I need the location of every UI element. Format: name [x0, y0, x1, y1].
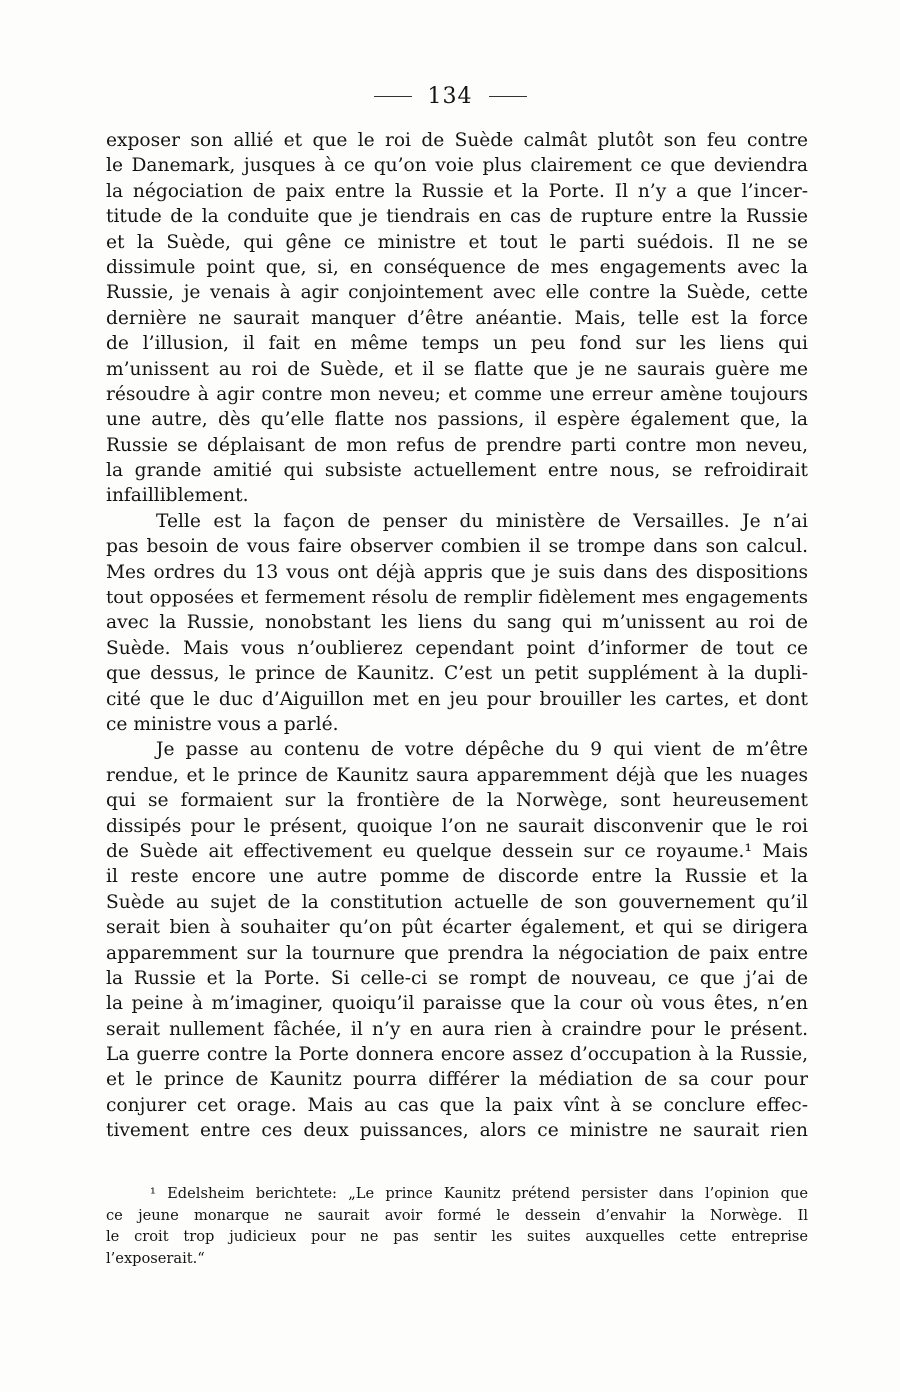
- text-line: la Russie et la Porte. Si celle-ci se rompt de nouveau, ce que j’ai de: [106, 967, 808, 989]
- text-line: une autre, dès qu’elle flatte nos passions, il espère également que, la: [106, 409, 808, 431]
- header-rule-right: [489, 96, 527, 97]
- text-line: apparemment sur la tournure que prendra la négociation de paix entre: [106, 942, 808, 964]
- text-line: la grande amitié qui subsiste actuellement entre nous, se refroidirait: [106, 460, 808, 482]
- text-line: la négociation de paix entre la Russie et la Porte. Il n’y a que l’incer-: [106, 180, 808, 202]
- text-line: Suède au sujet de la constitution actuelle de son gouvernement qu’il: [106, 891, 808, 913]
- text-line: Russie, je venais à agir conjointement avec elle contre la Suède, cette: [106, 282, 808, 304]
- text-line: tout opposées et fermement résolu de remplir fidèlement mes engagements: [106, 587, 808, 609]
- text-line: dissipés pour le présent, quoique l’on ne saurait disconvenir que le roi: [106, 815, 808, 837]
- text-line: de l’illusion, il fait en même temps un peu fond sur les liens qui: [106, 333, 808, 355]
- text-line: serait nullement fâchée, il n’y en aura rien à craindre pour le présent.: [106, 1018, 808, 1040]
- text-line: avec la Russie, nonobstant les liens du sang qui m’unissent au roi de: [106, 612, 808, 634]
- footnote-line: l’exposerait.“: [106, 1249, 205, 1267]
- text-line: conjurer cet orage. Mais au cas que la paix vînt à se conclure effec-: [106, 1094, 808, 1116]
- text-line: que dessus, le prince de Kaunitz. C’est un petit supplément à la dupli-: [106, 663, 808, 685]
- text-line: infailliblement.: [106, 485, 249, 507]
- text-line: Suède. Mais vous n’oublierez cependant point d’informer de tout ce: [106, 637, 808, 659]
- text-line: résoudre à agir contre mon neveu; et comme une erreur amène toujours: [106, 383, 808, 405]
- text-line: et la Suède, qui gêne ce ministre et tout le parti suédois. Il ne se: [106, 231, 808, 253]
- text-line: qui se formaient sur la frontière de la Norwège, sont heureusement: [106, 790, 808, 812]
- text-line: Je passe au contenu de votre dépêche du 9 qui vient de m’être: [156, 739, 808, 761]
- text-line: dissimule point que, si, en conséquence de mes engagements avec la: [106, 256, 808, 278]
- text-line: cité que le duc d’Aiguillon met en jeu pour brouiller les cartes, et dont: [106, 688, 808, 710]
- text-line: pas besoin de vous faire observer combien il se trompe dans son calcul.: [106, 536, 808, 558]
- footnote: [106, 1183, 808, 1269]
- page-number: 134: [427, 84, 473, 109]
- text-line: Mes ordres du 13 vous ont déjà appris que je suis dans des dispositions: [106, 561, 808, 583]
- text-line: ce ministre vous a parlé.: [106, 713, 339, 735]
- main-text: [106, 128, 808, 1144]
- text-line: La guerre contre la Porte donnera encore assez d’occupation à la Russie,: [106, 1044, 808, 1066]
- footnote-line: ¹ Edelsheim berichtete: „Le prince Kaunitz prétend persister dans l’opinion que: [150, 1185, 808, 1202]
- text-line: de Suède ait effectivement eu quelque dessein sur ce royaume.¹ Mais: [106, 840, 808, 862]
- text-line: Russie se déplaisant de mon refus de prendre parti contre mon neveu,: [106, 434, 808, 456]
- text-line: tivement entre ces deux puissances, alors ce ministre ne saurait rien: [106, 1120, 808, 1142]
- text-line: serait bien à souhaiter qu’on pût écarter également, et qui se dirigera: [106, 917, 808, 939]
- text-line: il reste encore une autre pomme de discorde entre la Russie et la: [106, 866, 808, 888]
- text-line: titude de la conduite que je tiendrais en cas de rupture entre la Russie: [106, 206, 808, 228]
- footnote-line: le croit trop judicieux pour ne pas sentir les suites auxquelles cette entreprise: [106, 1228, 808, 1246]
- text-line: m’unissent au roi de Suède, et il se flatte que je ne saurais guère me: [106, 358, 808, 380]
- text-line: le Danemark, jusques à ce qu’on voie plus clairement ce que deviendra: [106, 155, 808, 177]
- text-line: exposer son allié et que le roi de Suède calmât plutôt son feu contre: [106, 130, 808, 151]
- text-line: et le prince de Kaunitz pourra différer la médiation de sa cour pour: [106, 1069, 808, 1091]
- text-line: la peine à m’imaginer, quoiqu’il paraisse que la cour où vous êtes, n’en: [106, 993, 808, 1015]
- footnote-line: ce jeune monarque ne saurait avoir formé le dessein d’envahir la Norwège. Il: [106, 1206, 808, 1224]
- header-rule-left: [374, 96, 412, 97]
- text-line: rendue, et le prince de Kaunitz saura apparemment déjà que les nuages: [106, 764, 808, 786]
- text-line: dernière ne saurait manquer d’être anéantie. Mais, telle est la force: [106, 307, 808, 329]
- text-line: Telle est la façon de penser du ministère de Versailles. Je n’ai: [156, 510, 808, 532]
- page-header: [0, 84, 900, 109]
